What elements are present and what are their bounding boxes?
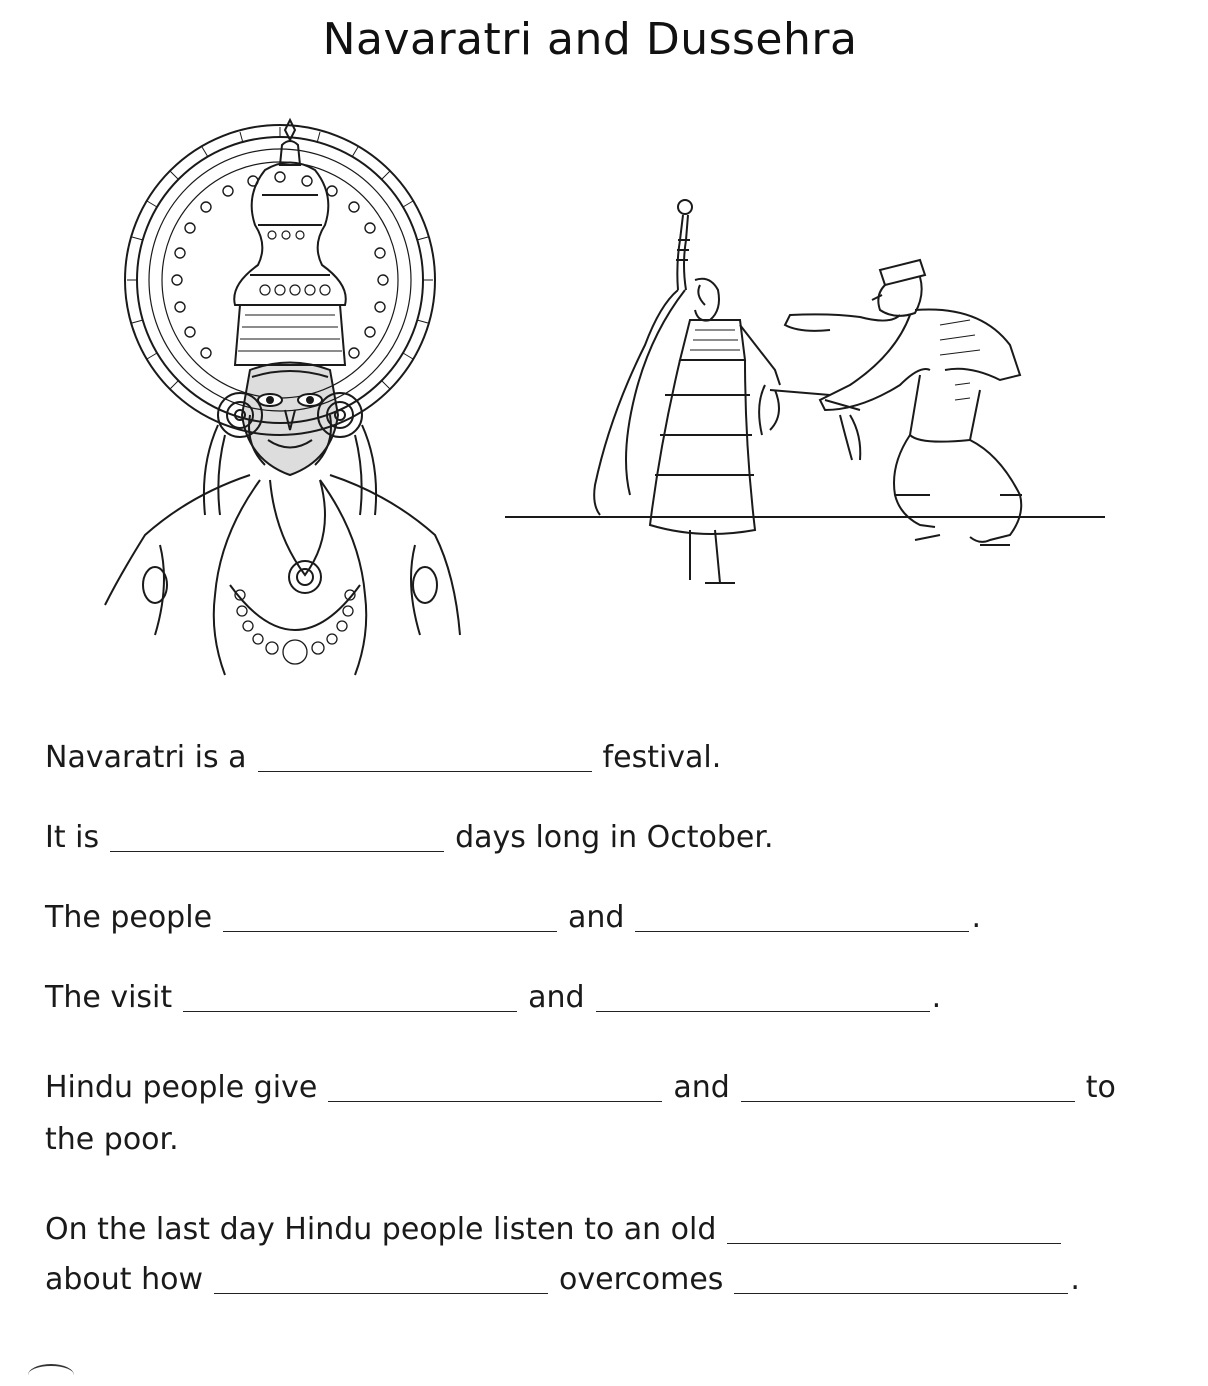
sentence-3 <box>45 900 981 936</box>
blank-old-story[interactable] <box>727 1219 1061 1244</box>
sentence-4 <box>45 980 941 1016</box>
sentence-2-end: days long in October. <box>455 820 774 855</box>
sentence-5 <box>45 1070 1116 1106</box>
blank-visit-2[interactable] <box>596 987 930 1012</box>
sentence-3-start: The people <box>45 900 213 935</box>
blank-give-2[interactable] <box>741 1077 1075 1102</box>
sentence-1 <box>45 740 721 776</box>
sentence-5-end: the poor. <box>45 1122 179 1157</box>
sentence-4-and: and <box>528 980 585 1015</box>
blank-people-activity-2[interactable] <box>635 907 969 932</box>
sentence-1-end: festival. <box>602 740 722 775</box>
sentence-6-about-how: about how <box>45 1262 203 1297</box>
blank-days-count[interactable] <box>110 827 444 852</box>
sentence-5-to: to <box>1085 1070 1116 1105</box>
sentence-2-start: It is <box>45 820 100 855</box>
blank-overcomer[interactable] <box>214 1269 548 1294</box>
sentence-1-start: Navaratri is a <box>45 740 247 775</box>
blank-visit-1[interactable] <box>183 987 517 1012</box>
sentence-6 <box>45 1212 1072 1248</box>
sentence-6-line-2 <box>45 1262 1080 1298</box>
sentence-6-overcomes: overcomes <box>559 1262 724 1297</box>
blank-people-activity-1[interactable] <box>223 907 557 932</box>
sentence-4-start: The visit <box>45 980 173 1015</box>
blank-give-1[interactable] <box>328 1077 662 1102</box>
blank-festival-type[interactable] <box>258 747 592 772</box>
sentence-4-period: . <box>931 980 942 1015</box>
page-title: Navaratri and Dussehra <box>322 14 858 65</box>
sentence-5-line-2 <box>45 1122 179 1158</box>
sentence-3-period: . <box>971 900 982 935</box>
blank-overcome[interactable] <box>734 1269 1068 1294</box>
sentence-2 <box>45 820 773 856</box>
sentence-6-start: On the last day Hindu people listen to an old <box>45 1212 717 1247</box>
sentence-3-and: and <box>568 900 625 935</box>
page-corner-mark <box>28 1364 74 1386</box>
sentence-5-start: Hindu people give <box>45 1070 318 1105</box>
sentence-5-and: and <box>673 1070 730 1105</box>
sentence-6-period: . <box>1070 1262 1080 1297</box>
